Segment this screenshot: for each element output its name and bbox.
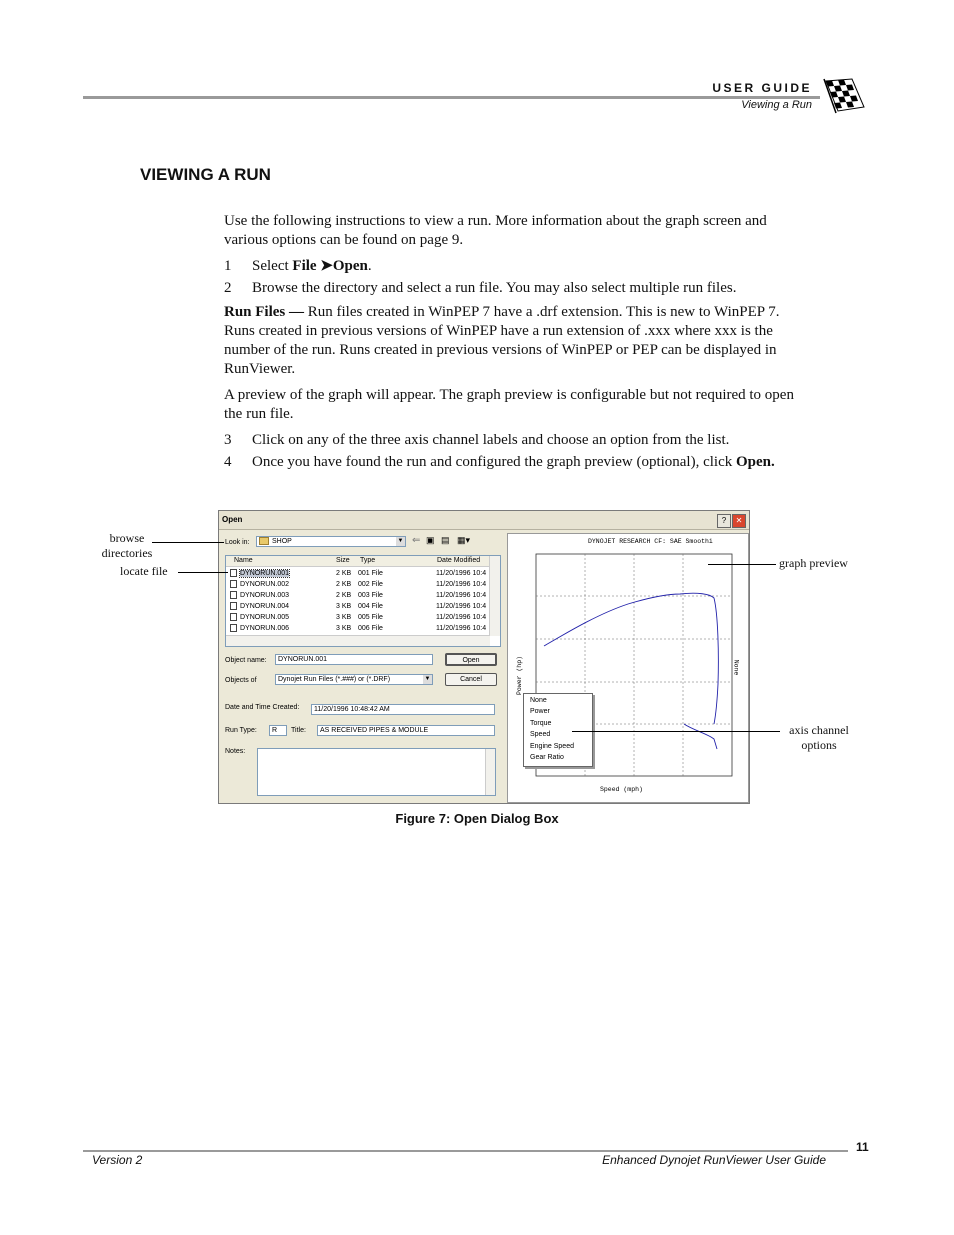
instructions [224,212,814,475]
y-axis-label[interactable]: Power (hp) [516,655,524,696]
callout-locate: locate file [120,564,168,578]
file-icon [230,624,237,632]
menu-item[interactable]: Engine Speed [530,743,574,750]
dialog-title: Open [222,515,243,524]
look-in-select[interactable]: SHOP ▼ [256,536,406,547]
right-axis-label[interactable]: None [732,659,740,676]
up-folder-icon[interactable]: ▣ [426,535,435,545]
menu-item[interactable]: None [530,697,547,704]
graph-header: DYNOJET RESEARCH CF: SAE Smoothi [588,538,713,545]
table-row[interactable]: DYNORUN.001 2 KB 001 File 11/20/1996 10:4 [226,568,490,579]
step-4: 4 Once you have found the run and configured the graph preview (optional), click Open. [224,454,775,470]
running-header-subtitle: Viewing a Run [741,99,812,111]
cancel-button[interactable]: Cancel [445,673,497,686]
menu-item[interactable]: Speed [530,731,551,738]
column-size[interactable]: Size [336,557,350,564]
step-1: 1 Select File ➤Open. [224,258,372,274]
objects-of-select[interactable]: Dynojet Run Files (*.###) or (*.DRF) ▼ [275,674,433,685]
vertical-scrollbar[interactable] [489,556,500,636]
footer-guide-title: Enhanced Dynojet RunViewer User Guide [602,1153,826,1167]
notes-field[interactable] [257,748,496,796]
run-files-note: Run Files — Run files created in WinPEP 7 have a .drf extension. This is new to WinPEP 7. Runs created in previous versions of WinPEP have a run extension of .xxx where xxx is the number of the run. Runs created in previous versions of WinPEP or PEP can be displayed in RunViewer. [224,304,780,377]
column-type[interactable]: Type [360,557,376,564]
horizontal-scrollbar[interactable] [226,635,490,646]
axis-channel-menu[interactable] [523,693,593,767]
file-icon [230,591,237,599]
file-icon [230,613,237,621]
menu-item[interactable]: Torque [530,720,552,727]
x-axis-label[interactable]: Speed (mph) [600,786,643,793]
table-row[interactable]: DYNORUN.003 2 KB 003 File 11/20/1996 10:4 [226,590,490,601]
table-row[interactable]: DYNORUN.002 2 KB 002 File 11/20/1996 10:4 [226,579,490,590]
notes-label: Notes: [225,748,246,755]
figure-caption: Figure 7: Open Dialog Box [395,811,559,826]
footer-version: Version 2 [92,1153,143,1167]
footer-rule [83,1150,848,1152]
checkered-flag-icon [822,77,866,115]
back-arrow-icon[interactable]: ⇐ [412,535,421,546]
file-list-header [226,556,490,567]
table-row[interactable]: DYNORUN.004 3 KB 004 File 11/20/1996 10:4 [226,601,490,612]
folder-icon [259,537,269,545]
file-icon [230,602,237,610]
callout-line [152,542,224,543]
dialog-titlebar [219,511,749,530]
date-created-label: Date and Time Created: [225,704,300,711]
running-header-title: USER GUIDE [712,81,812,95]
callout-graph: graph preview [779,556,848,570]
title-label: Title: [291,727,306,734]
callout-line [572,731,780,732]
object-name-label: Object name: [225,657,267,664]
menu-item[interactable]: Power [530,708,550,715]
close-icon[interactable]: ✕ [732,514,746,528]
open-button[interactable]: Open [445,653,497,666]
step-3: 3 Click on any of the three axis channel labels and choose an option from the list. [224,432,730,448]
vertical-scrollbar[interactable] [485,749,495,795]
table-row[interactable]: DYNORUN.005 3 KB 005 File 11/20/1996 10:4 [226,612,490,623]
header-rule [83,96,820,99]
look-in-label: Look in: [225,539,250,546]
file-icon [230,569,237,577]
title-field[interactable]: AS RECEIVED PIPES & MODULE [317,725,495,736]
callout-browse: browse directories [101,531,153,560]
column-name[interactable]: Name [234,557,253,564]
run-type-label: Run Type: [225,727,257,734]
object-name-input[interactable]: DYNORUN.001 [275,654,433,665]
new-folder-icon[interactable]: ▤ [441,535,450,545]
section-heading: VIEWING A RUN [140,165,271,184]
callout-axis: axis channel options [789,723,849,752]
page-number: 11 [856,1140,869,1154]
callout-line [708,564,776,565]
menu-item[interactable]: Gear Ratio [530,754,564,761]
run-type-field[interactable]: R [269,725,287,736]
file-icon [230,580,237,588]
view-menu-icon[interactable]: ▦▾ [457,535,471,545]
table-row[interactable]: DYNORUN.006 3 KB 006 File 11/20/1996 10:4 [226,623,490,633]
date-created-field: 11/20/1996 10:48:42 AM [311,704,495,715]
preview-note: A preview of the graph will appear. The graph preview is configurable but not required to open the run file. [224,387,794,422]
help-button[interactable]: ? [717,514,731,528]
step-2: 2 Browse the directory and select a run file. You may also select multiple run files. [224,280,737,296]
column-date-modified[interactable]: Date Modified [437,557,481,564]
objects-of-label: Objects of [225,677,257,684]
chevron-down-icon[interactable]: ▼ [397,538,404,544]
file-list[interactable] [225,555,501,647]
intro-paragraph: Use the following instructions to view a run. More information about the graph screen and various options can be found on page 9. [224,213,767,248]
callout-line [178,572,228,573]
open-dialog [218,510,750,804]
chevron-down-icon[interactable]: ▼ [424,676,431,682]
